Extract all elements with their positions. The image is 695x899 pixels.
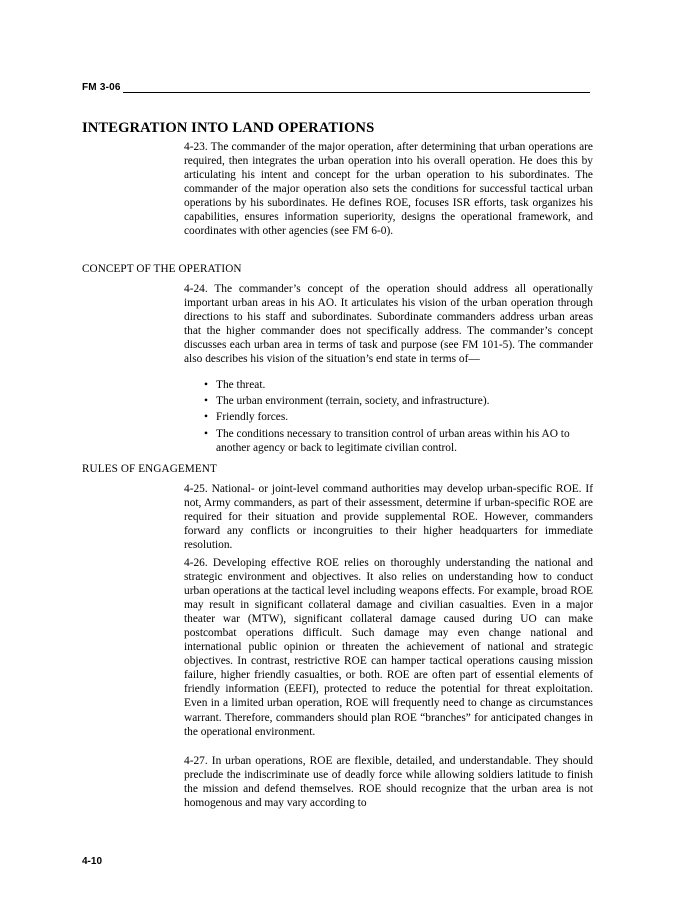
list-item: • The urban environment (terrain, society, and infrastructure).: [204, 395, 490, 408]
header-rule: [123, 92, 590, 93]
bullet-icon: •: [204, 427, 208, 440]
section-title: INTEGRATION INTO LAND OPERATIONS: [82, 120, 375, 136]
paragraph-4-25: 4-25. National- or joint-level command authorities may develop urban-specific ROE. If not, Army commanders, as part of their assessment, determine if urban-specific ROE are required for their situation and provide supplemental ROE. However, commanders forward any conflicts or incongruities to their higher headquarters for immediate resolution.: [184, 483, 593, 552]
bullet-list: [184, 378, 593, 457]
heading-concept-of-operation: CONCEPT OF THE OPERATION: [82, 263, 242, 275]
running-header: [82, 80, 590, 96]
list-item: • The threat.: [204, 379, 266, 391]
paragraph-4-24: 4-24. The commander’s concept of the operation should address all operationally important urban areas in his AO. It articulates his vision of the urban operation through directions to his staff and subordinates. Subordinate commanders address urban areas that the higher commander does not specifically address. The commander’s concept discusses each urban area in terms of task and purpose (see FM 101-5). The commander also describes his vision of the situation’s end state in terms of—: [184, 283, 593, 366]
heading-rules-of-engagement: RULES OF ENGAGEMENT: [82, 463, 217, 475]
header-code: FM 3-06: [82, 82, 121, 93]
bullet-icon: •: [204, 411, 208, 424]
bullet-icon: •: [204, 379, 208, 391]
paragraph-4-27: 4-27. In urban operations, ROE are flexible, detailed, and understandable. They should preclude the indiscriminate use of deadly force while allowing soldiers latitude to finish the mission and defend themselves. ROE should recognize that the urban area is not homogenous and may vary according to: [184, 755, 593, 810]
paragraph-4-23: 4-23. The commander of the major operation, after determining that urban operations are required, then integrates the urban operation into his overall operation. He does this by articulating his intent and concept for the urban operation to his subordinates. The commander of the major operation also sets the conditions for successful tactical urban operations by his subordinates. He defines ROE, focuses ISR efforts, task organizes his capabilities, ensures information superiority, designs the operational framework, and coordinates with other agencies (see FM 6-0).: [184, 141, 593, 238]
page-number: 4-10: [82, 856, 103, 867]
paragraph-4-26: 4-26. Developing effective ROE relies on thoroughly understanding the national and strategic environment and objectives. It also relies on understanding how to conduct urban operations at the tactical level including weapons effects. For example, broad ROE may result in significant collateral damage and civilian casualties. Even in a major theater war (MTW), significant collateral damage caused during UO can make postcombat operations difficult. Such damage may even change national and international public opinion or threaten the achievement of national and strategic objectives. In contrast, restrictive ROE can hamper tactical operations causing mission failure, higher friendly casualties, or both. ROE are often part of essential elements of friendly information (EEFI), protected to reduce the potential for threat exploitation. Even in a limited urban operation, ROE will frequently need to change as circumstances warrant. Therefore, commanders should plan ROE “branches” for anticipated changes in the operational environment.: [184, 557, 593, 738]
bullet-icon: •: [204, 395, 208, 408]
list-item: • The conditions necessary to transition control of urban areas within his AO to another agency or back to legitimate civilian control.: [204, 427, 570, 454]
list-item: • Friendly forces.: [204, 411, 289, 424]
